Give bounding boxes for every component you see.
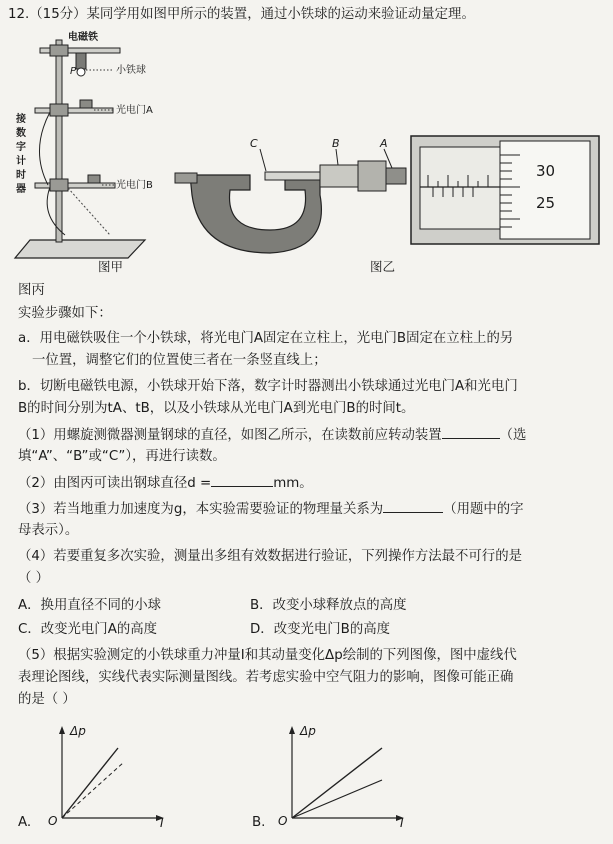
scale-value-30: 30	[536, 162, 556, 180]
step-a-line2: 一位置，调整它们的位置使三者在一条竖直线上；	[32, 353, 327, 368]
q4-line1: （4）若要重复多次实验，测量出多组有效数据进行验证，下列操作方法最不可行的是	[18, 549, 522, 564]
label-timer-4: 计	[16, 156, 26, 167]
q4-line2: （ ）	[18, 571, 50, 586]
step-a-line1: a．用电磁铁吸住一个小铁球，将光电门A固定在立柱上，光电门B固定在立柱上的另	[18, 331, 514, 346]
label-timer-2: 数	[16, 128, 26, 139]
q1-line2: 填“A”、“B”或“C”），再进行读数。	[18, 449, 226, 464]
q1-text: （1）用螺旋测微器测量钢球的直径，如图乙所示，在读数前应转动装置	[18, 428, 442, 443]
q4-option-b[interactable]: B．改变小球释放点的高度	[250, 598, 407, 613]
q4-option-d[interactable]: D．改变光电门B的高度	[250, 622, 391, 637]
caption-yi: 图乙	[370, 259, 396, 274]
caption-bing: 图丙	[18, 283, 45, 298]
q4-option-a[interactable]: A．换用直径不同的小球	[18, 598, 162, 613]
graph-a-origin: O	[48, 814, 58, 828]
graph-b-option: B.	[252, 815, 266, 830]
question-header: 12.（15分）某同学用如图甲所示的装置，通过小铁球的运动来验证动量定理。	[8, 7, 475, 22]
figure-jia	[10, 30, 160, 280]
q1-line1	[18, 426, 526, 445]
q2-line	[18, 474, 313, 493]
graph-b-x-label: I	[400, 816, 404, 830]
q5-line3: 的是（ ）	[18, 692, 76, 707]
label-point-p: P	[70, 66, 77, 77]
q3-line1	[18, 500, 524, 519]
q5-line1: （5）根据实验测定的小铁球重力冲量I和其动量变化Δp绘制的下列图像，图中虚线代	[18, 648, 517, 663]
label-ball: 小铁球	[116, 65, 146, 76]
step-b-line1: b．切断电磁铁电源，小铁球开始下落，数字计时器测出小铁球通过光电门A和光电门	[18, 379, 518, 394]
scale-value-25: 25	[536, 194, 556, 212]
q3-text-tail: （用题中的字	[443, 502, 524, 517]
q3-text: （3）若当地重力加速度为g，本实验需要验证的物理量关系为	[18, 502, 384, 517]
caption-jia: 图甲	[98, 259, 124, 274]
label-gate-b: 光电门B	[116, 180, 153, 191]
label-gate-a: 光电门A	[116, 105, 153, 116]
graph-a[interactable]	[10, 718, 200, 838]
graph-b-y-label: Δp	[300, 724, 316, 738]
q2-unit: mm。	[273, 476, 313, 491]
label-electromagnet: 电磁铁	[68, 32, 98, 43]
label-c: C	[250, 137, 258, 150]
q2-text: （2）由图丙可读出钢球直径d =	[18, 476, 212, 491]
q4-option-c[interactable]: C．改变光电门A的高度	[18, 622, 158, 637]
label-timer-3: 字	[16, 142, 26, 153]
label-a: A	[380, 137, 388, 150]
label-timer-6: 器	[16, 184, 26, 195]
graph-b[interactable]	[250, 718, 440, 838]
label-timer-1: 接	[16, 114, 26, 125]
label-timer-5: 时	[16, 170, 26, 181]
graph-a-y-label: Δp	[70, 724, 86, 738]
step-b-line2: B的时间分别为tA、tB，以及小铁球从光电门A到光电门B的时间t。	[18, 401, 415, 416]
steps-title: 实验步骤如下：	[18, 306, 112, 321]
scale-drawing	[410, 135, 600, 245]
graph-a-option: A.	[18, 815, 32, 830]
label-b: B	[332, 137, 340, 150]
figure-bing-scale	[410, 135, 600, 245]
q1-text-tail: （选	[499, 428, 527, 443]
q2-answer-blank[interactable]	[211, 474, 273, 487]
q5-line2: 表理论图线，实线代表实际测量图线。若考虑实验中空气阻力的影响，图像可能正确	[18, 670, 514, 685]
q3-answer-blank[interactable]	[383, 500, 443, 513]
q1-answer-blank[interactable]	[442, 426, 500, 439]
graph-b-origin: O	[278, 814, 288, 828]
q3-line2: 母表示）。	[18, 523, 79, 538]
micrometer-drawing	[170, 135, 410, 260]
figure-yi	[170, 135, 410, 280]
graph-a-plot	[10, 718, 200, 838]
graph-a-x-label: I	[160, 816, 164, 830]
